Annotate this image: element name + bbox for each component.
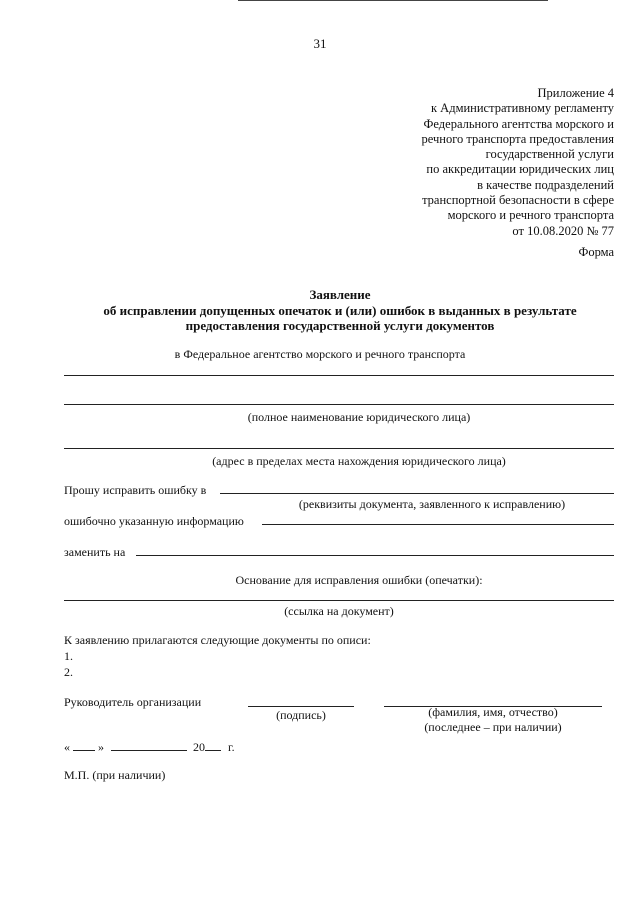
date-open-quote: « <box>64 740 70 754</box>
head-label: Руководитель организации <box>64 695 202 709</box>
date-close-quote: » <box>98 740 104 754</box>
document-title <box>40 287 640 334</box>
date-day-blank[interactable] <box>73 739 95 751</box>
basis-line[interactable] <box>64 600 614 601</box>
appendix-line: речного транспорта предоставления <box>421 131 614 146</box>
stamp-label: М.П. (при наличии) <box>64 768 166 782</box>
doc-details-caption: (реквизиты документа, заявленного к исправлению) <box>298 497 566 511</box>
org-address-line[interactable] <box>64 448 614 449</box>
date-row <box>64 739 235 755</box>
page-number: 31 <box>313 36 327 51</box>
appendix-line: в качестве подразделений <box>477 177 614 192</box>
org-name-line-1[interactable] <box>64 375 614 376</box>
fio-caption: (фамилия, имя, отчество) <box>428 705 558 719</box>
appendix-line: морского и речного транспорта <box>447 208 614 223</box>
date-year-blank[interactable] <box>205 739 221 751</box>
basis-label: Основание для исправления ошибки (опечатки): <box>235 573 483 587</box>
title-line: предоставления государственной услуги документов <box>185 318 495 333</box>
form-label: Форма <box>578 245 614 259</box>
appendix-line: по аккредитации юридических лиц <box>426 162 614 177</box>
title-line: Заявление <box>309 287 371 302</box>
doc-link-caption: (ссылка на документ) <box>284 604 394 618</box>
request-fix-label: Прошу исправить ошибку в <box>64 483 207 497</box>
appendix-line: Приложение 4 <box>537 86 614 100</box>
date-year-prefix: 20 <box>193 740 205 754</box>
appendix-line: от 10.08.2020 № 77 <box>512 223 614 238</box>
org-name-caption: (полное наименование юридического лица) <box>247 410 471 424</box>
doc-details-line[interactable] <box>220 493 614 494</box>
org-address-caption: (адрес в пределах места нахождения юридического лица) <box>212 454 506 468</box>
fio-note-caption: (последнее – при наличии) <box>424 720 562 734</box>
scan-edge-line <box>238 0 548 1</box>
attachment-item: 1. <box>64 649 73 663</box>
org-name-line-2[interactable] <box>64 404 614 405</box>
date-month-blank[interactable] <box>111 739 187 751</box>
appendix-line: к Административному регламенту <box>430 101 614 116</box>
appendix-line: Федерального агентства морского и <box>423 116 614 131</box>
attachments-label: К заявлению прилагаются следующие документы по описи: <box>64 633 371 647</box>
date-suffix: г. <box>228 740 235 754</box>
title-line: об исправлении допущенных опечаток и (или) ошибок в выданных в результате <box>103 302 577 318</box>
addressee: в Федеральное агентство морского и речного транспорта <box>174 347 466 361</box>
signature-line[interactable] <box>248 706 354 707</box>
signature-caption: (подпись) <box>276 708 326 722</box>
wrong-info-label: ошибочно указанную информацию <box>64 514 244 528</box>
replace-with-line[interactable] <box>136 555 614 556</box>
appendix-line: транспортной безопасности в сфере <box>422 193 614 208</box>
replace-with-label: заменить на <box>64 545 126 559</box>
attachment-item: 2. <box>64 665 73 679</box>
wrong-info-line[interactable] <box>262 524 614 525</box>
appendix-block <box>354 86 614 239</box>
appendix-line: государственной услуги <box>485 147 614 162</box>
